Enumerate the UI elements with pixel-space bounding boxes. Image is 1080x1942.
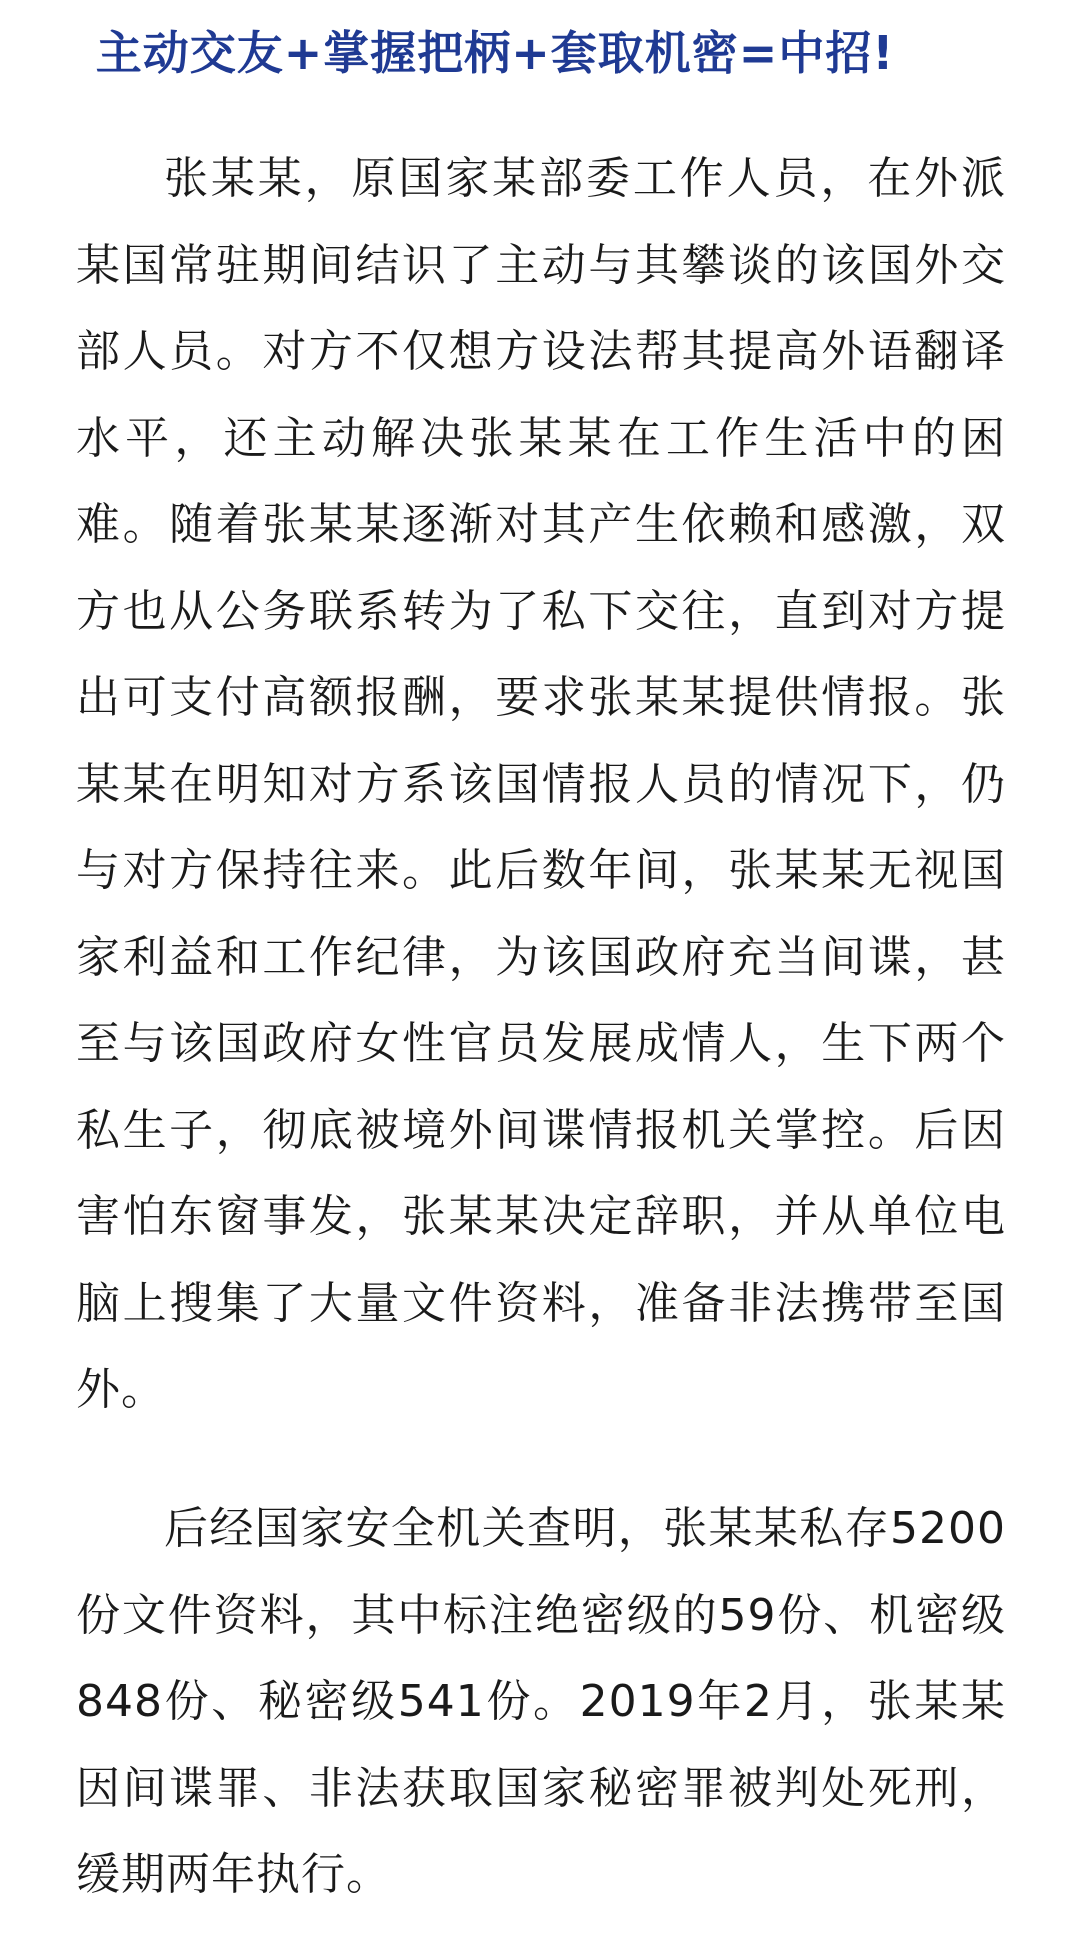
article-paragraph-1: 张某某，原国家某部委工作人员，在外派某国常驻期间结识了主动与其攀谈的该国外交部人员。对方不仅想方设法帮其提高外语翻译水平，还主动解决张某某在工作生活中的困难。随着张某某逐渐对其产生依赖和感激，双方也从公务联系转为了私下交往，直到对方提出可支付高额报酬，要求张某某提供情报。张某某在明知对方系该国情报人员的情况下，仍与对方保持往来。此后数年间，张某某无视国家利益和工作纪律，为该国政府充当间谍，甚至与该国政府女性官员发展成情人，生下两个私生子，彻底被境外间谍情报机关掌控。后因害怕东窗事发，张某某决定辞职，并从单位电脑上搜集了大量文件资料，准备非法携带至国外。: [76, 153, 1006, 1415]
article-headline: 主动交友+掌握把柄+套取机密=中招!: [95, 26, 895, 80]
article-paragraph-2: 后经国家安全机关查明，张某某私存5200份文件资料，其中标注绝密级的59份、机密级848份、秘密级541份。2019年2月，张某某因间谍罪、非法获取国家秘密罪被判处死刑，缓期两年执行。: [76, 1503, 1006, 1900]
